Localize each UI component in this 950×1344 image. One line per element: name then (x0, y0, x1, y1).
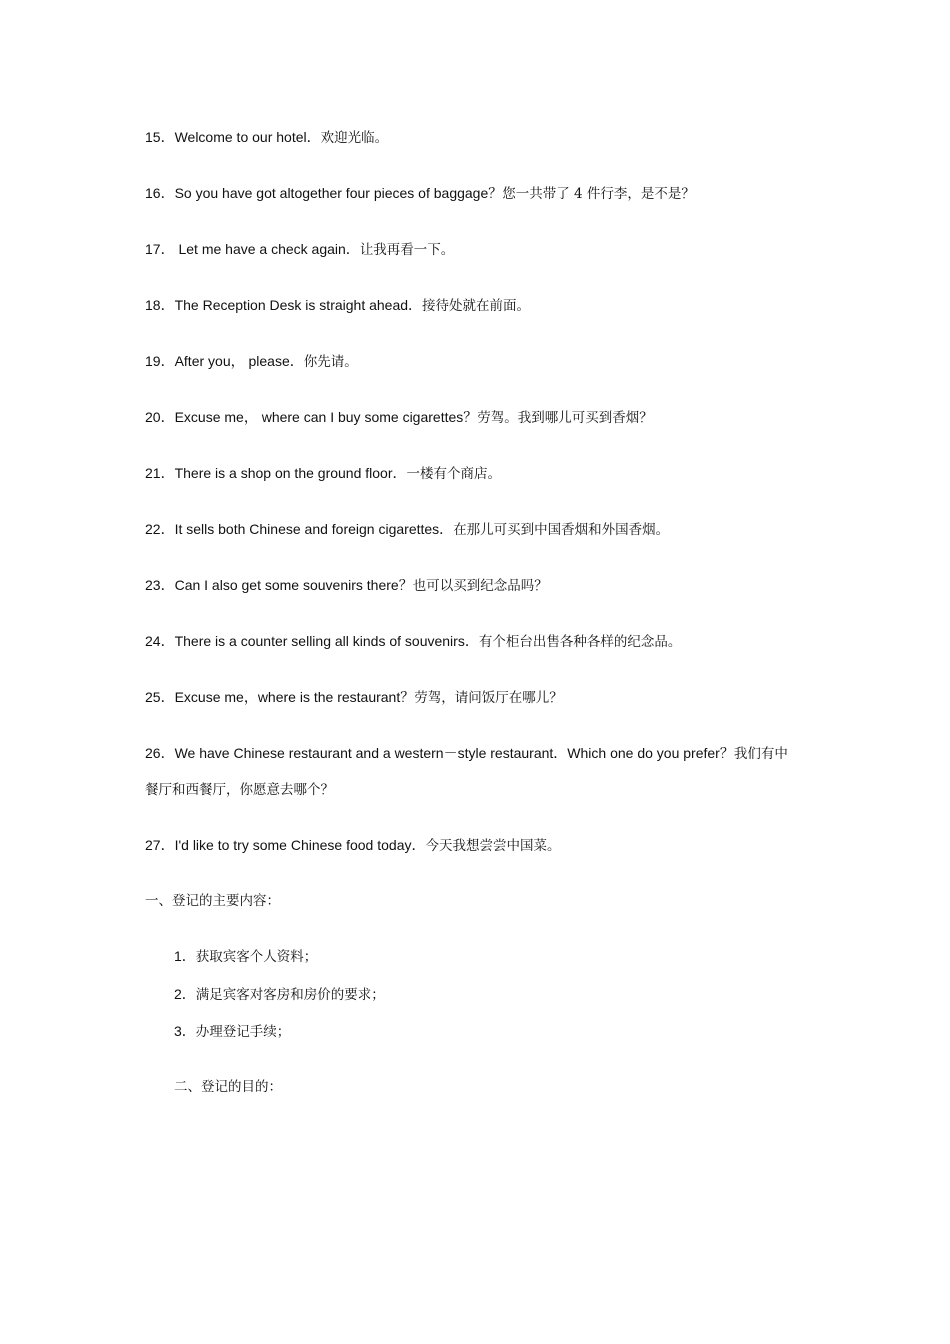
sentence-number: 16 (145, 185, 161, 201)
sentence-16: 16．So you have got altogether four pieces of baggage？您一共带了 4 件行李，是不是？ (145, 185, 695, 202)
sentence-english: There is a counter selling all kinds of souvenirs． (174, 633, 479, 649)
list-item-number: 2 (174, 986, 182, 1002)
list-item-text: 获取宾客个人资料； (195, 949, 318, 965)
sentence-15: 15．Welcome to our hotel．欢迎光临。 (145, 129, 389, 146)
sentence-number: 18 (145, 297, 161, 313)
sentence-english: Excuse me， where can I buy some cigarettes？ (174, 409, 478, 425)
sentence-chinese: 您一共带了 4 件行李，是不是？ (502, 186, 695, 202)
sentence-chinese: 让我再看一下。 (359, 242, 455, 258)
list-item-number: 3 (174, 1023, 182, 1039)
sentence-26-continuation: 餐厅和西餐厅，你愿意去哪个？ (145, 782, 334, 798)
sentence-english: So you have got altogether four pieces of baggage？ (174, 185, 503, 201)
sentence-chinese: 有个柜台出售各种各样的纪念品。 (478, 634, 682, 650)
sentence-english: Welcome to our hotel． (174, 129, 321, 145)
sentence-english: After you， please． (174, 353, 304, 369)
list-item: 2．满足宾客对客房和房价的要求； (174, 986, 385, 1003)
sentence-number: 27 (145, 837, 161, 853)
sentence-chinese: 我们有中 (733, 746, 788, 762)
sentence-number: 22 (145, 521, 161, 537)
sentence-25: 25．Excuse me，where is the restaurant？劳驾，请问饭厅在哪儿？ (145, 689, 563, 706)
sentence-english: Can I also get some souvenirs there？ (174, 577, 413, 593)
sentence-21: 21．There is a shop on the ground floor．一楼有个商店。 (145, 465, 501, 482)
sentence-chinese: 劳驾，请问饭厅在哪儿？ (414, 690, 563, 706)
sentence-26: 26．We have Chinese restaurant and a western－style restaurant．Which one do you prefer？我们有中 (145, 745, 788, 762)
section-heading-registration-content: 一、登记的主要内容： (145, 893, 280, 909)
sentence-chinese: 今天我想尝尝中国菜。 (425, 838, 561, 854)
sentence-24: 24．There is a counter selling all kinds of souvenirs．有个柜台出售各种各样的纪念品。 (145, 633, 682, 650)
sentence-english: The Reception Desk is straight ahead． (174, 297, 423, 313)
sentence-chinese: 也可以买到纪念品吗？ (412, 578, 548, 594)
sentence-18: 18．The Reception Desk is straight ahead．接待处就在前面。 (145, 297, 531, 314)
section-heading-registration-purpose: 二、登记的目的： (174, 1079, 282, 1095)
sentence-20: 20．Excuse me， where can I buy some cigarettes？劳驾。我到哪儿可买到香烟？ (145, 409, 653, 426)
list-item-text: 满足宾客对客房和房价的要求； (195, 987, 385, 1003)
list-item: 3．办理登记手续； (174, 1023, 291, 1040)
sentence-number: 25 (145, 689, 161, 705)
list-item-text: 办理登记手续； (195, 1024, 291, 1040)
sentence-english: Let me have a check again． (174, 241, 360, 257)
sentence-english: Excuse me，where is the restaurant？ (174, 689, 415, 705)
list-item: 1．获取宾客个人资料； (174, 948, 318, 965)
sentence-23: 23．Can I also get some souvenirs there？也可以买到纪念品吗？ (145, 577, 548, 594)
list-item-number: 1 (174, 948, 182, 964)
sentence-number: 26 (145, 745, 161, 761)
sentence-number: 15 (145, 129, 161, 145)
sentence-19: 19．After you， please．你先请。 (145, 353, 358, 370)
sentence-number: 21 (145, 465, 161, 481)
sentence-chinese: 劳驾。我到哪儿可买到香烟？ (477, 410, 653, 426)
sentence-english: We have Chinese restaurant and a western－style restaurant．Which one do you prefer？ (174, 745, 734, 761)
sentence-number: 24 (145, 633, 161, 649)
sentence-english: There is a shop on the ground floor． (174, 465, 407, 481)
sentence-chinese: 你先请。 (303, 354, 358, 370)
sentence-number: 17 (145, 241, 161, 257)
sentence-chinese: 一楼有个商店。 (406, 466, 501, 482)
sentence-english: It sells both Chinese and foreign cigarettes． (174, 521, 454, 537)
sentence-chinese: 欢迎光临。 (320, 130, 389, 146)
sentence-17: 17． Let me have a check again．让我再看一下。 (145, 241, 455, 258)
sentence-number: 20 (145, 409, 161, 425)
sentence-number: 19 (145, 353, 161, 369)
sentence-chinese: 接待处就在前面。 (422, 298, 531, 314)
sentence-chinese: 在那儿可买到中国香烟和外国香烟。 (453, 522, 670, 538)
sentence-number: 23 (145, 577, 161, 593)
sentence-27: 27．I'd like to try some Chinese food today．今天我想尝尝中国菜。 (145, 837, 561, 854)
sentence-22: 22．It sells both Chinese and foreign cigarettes．在那儿可买到中国香烟和外国香烟。 (145, 521, 670, 538)
sentence-english: I'd like to try some Chinese food today． (174, 837, 426, 853)
